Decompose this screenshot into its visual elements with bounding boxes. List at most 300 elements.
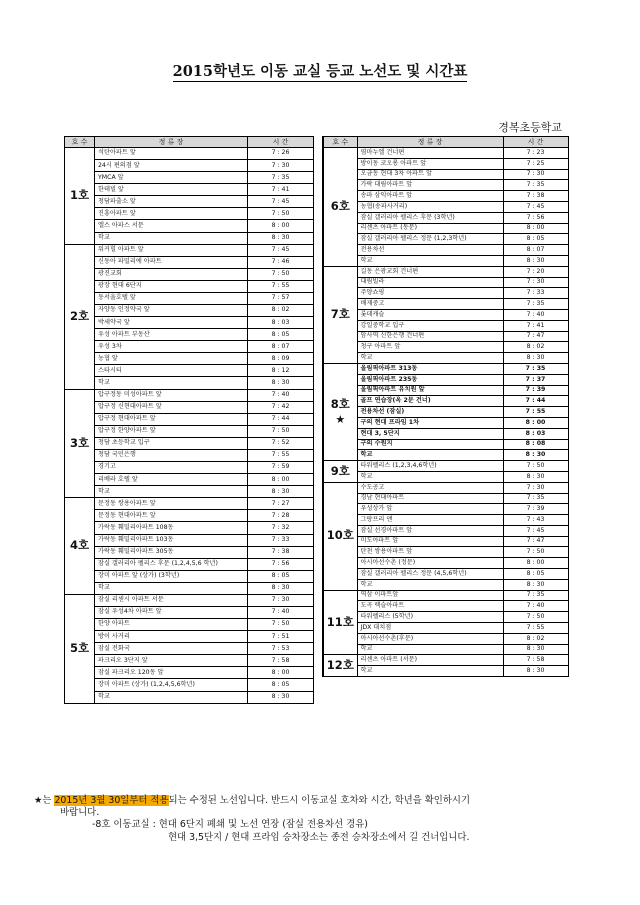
- stop-name: 학교: [95, 582, 248, 594]
- stop-time: 8 : 00: [248, 667, 314, 679]
- table-row: [65, 365, 314, 377]
- table-row: [323, 363, 568, 374]
- table-row: [65, 317, 314, 329]
- table-row: [65, 449, 314, 461]
- stop-name: 현대 3, 5단지: [357, 428, 503, 439]
- table-row: [65, 546, 314, 558]
- table-row: [65, 558, 314, 570]
- table-row: [65, 691, 314, 703]
- stop-name: 광장 현대 6단지: [95, 280, 248, 292]
- stop-time: 8 : 30: [248, 232, 314, 244]
- stop-time: 8 : 30: [503, 353, 568, 364]
- table-row: [323, 515, 568, 526]
- table-row: [65, 594, 314, 606]
- bus-number: [323, 590, 357, 655]
- stop-name: 잠실 갤러리아 펠리스 정문 (4,5,6학년): [357, 569, 503, 580]
- stop-time: 8 : 30: [503, 666, 568, 677]
- bus-number-label: 2호: [69, 308, 90, 323]
- stop-time: 7 : 51: [248, 631, 314, 643]
- stop-time: 7 : 47: [503, 331, 568, 342]
- stop-time: 8 : 30: [248, 691, 314, 703]
- stop-time: 7 : 50: [248, 619, 314, 631]
- stop-name: 송파 삼익아파트 앞: [357, 191, 503, 202]
- stop-name: 역삼 이파트앞: [357, 590, 503, 601]
- stop-name: 엘스 아파스 서문: [95, 220, 248, 232]
- stop-name: 우성 아파트 부동산: [95, 329, 248, 341]
- stop-time: 8 : 30: [503, 471, 568, 482]
- notice-line-4: 현대 3,5단지 / 현대 프라임 승차장소는 종전 승차장소에서 길 건너입니다.: [168, 831, 470, 843]
- page-title: 2015학년도 이동 교실 등교 노선도 및 시간표: [172, 63, 468, 80]
- stop-name: 장미 아파트 (상가) (1,2,4,5,6학년): [95, 679, 248, 691]
- bus-number-label: 11호: [326, 614, 354, 629]
- stop-time: 7 : 30: [248, 594, 314, 606]
- stop-time: 7 : 39: [503, 504, 568, 515]
- table-row: [323, 590, 568, 601]
- table-row: [65, 292, 314, 304]
- table-row: [323, 148, 568, 159]
- stop-name: 올림픽아파트 유치원 앞: [357, 385, 503, 396]
- star-icon: ★: [335, 413, 346, 427]
- stop-time: 7 : 58: [503, 655, 568, 666]
- stop-name: 오금동 현대 3차 아파트 앞: [357, 169, 503, 180]
- stop-name: 강일중학교 입구: [357, 320, 503, 331]
- stop-name: 대림빌라: [357, 277, 503, 288]
- bus-number-label: 6호: [330, 199, 350, 214]
- stop-time: 8 : 02: [248, 305, 314, 317]
- stop-name: YMCA 앞: [95, 172, 248, 184]
- bus-number: [65, 389, 95, 498]
- table-row: [65, 534, 314, 546]
- stop-name: 문정동 쌍용아파트 앞: [95, 498, 248, 510]
- bus-number: [323, 363, 357, 460]
- stop-time: 8 : 30: [503, 255, 568, 266]
- stop-name: 스타시티: [95, 365, 248, 377]
- table-row: [323, 158, 568, 169]
- stop-name: 가락 대림아파트 앞: [357, 180, 503, 191]
- stop-time: 8 : 03: [248, 317, 314, 329]
- stop-name: 주양쇼핑: [357, 288, 503, 299]
- notice-date-highlight: 2015년 3월 30일부터 적용: [54, 795, 169, 806]
- header-time: 시 간: [503, 137, 568, 148]
- table-row: [323, 396, 568, 407]
- table-row: [65, 510, 314, 522]
- stop-time: 8 : 00: [248, 474, 314, 486]
- stop-name: 경기고: [95, 462, 248, 474]
- notice-line-1: [34, 795, 624, 807]
- stop-time: 8 : 05: [248, 329, 314, 341]
- stop-name: 전용차선 (잠실): [357, 407, 503, 418]
- stop-name: 탄천 쌍용아파트 앞: [357, 547, 503, 558]
- stop-time: 7 : 39: [503, 385, 568, 396]
- table-row: [323, 666, 568, 677]
- table-row: [323, 655, 568, 666]
- table-row: [323, 320, 568, 331]
- bus-number: [65, 148, 95, 245]
- table-row: [65, 148, 314, 160]
- table-row: [65, 401, 314, 413]
- stop-name: 올림픽아파트 235동: [357, 374, 503, 385]
- table-row: [65, 582, 314, 594]
- table-row: [65, 377, 314, 389]
- table-row: [323, 191, 568, 202]
- stop-name: 24시 편의점 앞: [95, 160, 248, 172]
- stop-name: 청담 국민은행: [95, 449, 248, 461]
- stop-time: 8 : 05: [248, 679, 314, 691]
- stop-time: 8 : 07: [503, 245, 568, 256]
- stop-time: 7 : 45: [503, 525, 568, 536]
- stop-name: 학교: [357, 450, 503, 461]
- table-row: [323, 428, 568, 439]
- table-row: [65, 606, 314, 618]
- stop-name: 청담 초등학교 입구: [95, 437, 248, 449]
- table-row: [323, 374, 568, 385]
- table-row: [323, 201, 568, 212]
- stop-time: 7 : 52: [248, 437, 314, 449]
- stop-time: 7 : 27: [248, 498, 314, 510]
- stop-name: 농협 앞: [95, 353, 248, 365]
- table-row: [65, 474, 314, 486]
- stop-name: 방이동 코오롱 아파트 앞: [357, 158, 503, 169]
- table-row: [323, 471, 568, 482]
- stop-name: 압구정 한양아파트 앞: [95, 425, 248, 437]
- table-row: [323, 342, 568, 353]
- bus-number: [323, 482, 357, 590]
- stop-name: 구의 현대 프라임 1차: [357, 417, 503, 428]
- table-row: [65, 655, 314, 667]
- table-row: [65, 353, 314, 365]
- table-row: [323, 212, 568, 223]
- stop-time: 7 : 50: [248, 425, 314, 437]
- stop-name: 문정동 현대아파트 앞: [95, 510, 248, 522]
- stop-time: 7 : 40: [248, 389, 314, 401]
- table-row: [323, 461, 568, 472]
- table-row: [323, 601, 568, 612]
- stop-name: 길동 은광교회 건너편: [357, 266, 503, 277]
- table-row: [323, 234, 568, 245]
- table-row: [65, 172, 314, 184]
- stop-name: 자양동 인정약국 앞: [95, 305, 248, 317]
- table-header-row: [323, 137, 568, 148]
- stop-name: 전용차선: [357, 245, 503, 256]
- stop-name: 압구정 현대아파트 앞: [95, 413, 248, 425]
- stop-name: 학교: [357, 255, 503, 266]
- table-row: [65, 184, 314, 196]
- table-row: [65, 268, 314, 280]
- bus-number: [323, 655, 357, 677]
- stop-time: 8 : 02: [503, 342, 568, 353]
- table-row: [65, 437, 314, 449]
- table-row: [65, 425, 314, 437]
- table-row: [65, 244, 314, 256]
- stop-time: 7 : 35: [248, 172, 314, 184]
- table-row: [65, 667, 314, 679]
- stop-time: 7 : 30: [248, 160, 314, 172]
- table-row: [323, 644, 568, 655]
- bus-number-label: 4호: [69, 538, 90, 553]
- notice-line-2: 바랍니다.: [60, 807, 100, 819]
- table-row: [323, 266, 568, 277]
- stop-name: 학교: [357, 579, 503, 590]
- table-row: [323, 504, 568, 515]
- stop-name: 잠실 우성4차 아파트 앞: [95, 606, 248, 618]
- table-row: [323, 612, 568, 623]
- stop-time: 7 : 35: [503, 363, 568, 374]
- stop-name: 암사역 신한은행 건너편: [357, 331, 503, 342]
- stop-time: 7 : 32: [248, 522, 314, 534]
- right-schedule-table: [322, 136, 569, 677]
- stop-name: 구의 수원지: [357, 439, 503, 450]
- stop-name: 파크리오 3단지 앞: [95, 655, 248, 667]
- stop-time: 7 : 40: [248, 606, 314, 618]
- table-row: [65, 631, 314, 643]
- stop-time: 7 : 23: [503, 148, 568, 159]
- stop-time: 7 : 40: [503, 309, 568, 320]
- table-row: [323, 536, 568, 547]
- stop-name: 잠실 선경아파트 앞: [357, 525, 503, 536]
- stop-name: 가락동 훼밀리아파트 108동: [95, 522, 248, 534]
- stop-name: 학교: [357, 353, 503, 364]
- table-row: [65, 220, 314, 232]
- table-row: [65, 486, 314, 498]
- stop-name: 압구정동 미성아파트 앞: [95, 389, 248, 401]
- stop-name: 아시아선수촌(후문): [357, 633, 503, 644]
- stop-name: 리센츠 아파트 (서문): [357, 655, 503, 666]
- stop-name: 타워펠리스 (1,2,3,4,6학년): [357, 461, 503, 472]
- bus-number-label: 3호: [69, 435, 90, 450]
- stop-name: 잠실 갤러리아 펠리스 후문 (3학년): [357, 212, 503, 223]
- table-row: [65, 329, 314, 341]
- stop-time: 7 : 35: [503, 590, 568, 601]
- stop-time: 8 : 00: [503, 558, 568, 569]
- bus-number-label: 8호: [330, 396, 350, 411]
- stop-name: 방이 사거리: [95, 631, 248, 643]
- stop-name: 수도공고: [357, 482, 503, 493]
- stop-name: 농협(송파사거리): [357, 201, 503, 212]
- school-name: 경복초등학교: [498, 121, 562, 134]
- table-row: [65, 280, 314, 292]
- stop-time: 7 : 45: [248, 244, 314, 256]
- stop-name: 청구 아파트 앞: [357, 342, 503, 353]
- table-row: [323, 180, 568, 191]
- stop-name: JDX 대치점: [357, 623, 503, 634]
- stop-name: 우성상가 앞: [357, 504, 503, 515]
- table-row: [323, 525, 568, 536]
- stop-time: 8 : 05: [503, 234, 568, 245]
- table-header-row: [65, 137, 314, 148]
- table-row: [323, 558, 568, 569]
- stop-time: 7 : 55: [248, 280, 314, 292]
- stop-time: 7 : 26: [248, 148, 314, 160]
- table-row: [323, 353, 568, 364]
- stop-name: 학교: [357, 666, 503, 677]
- table-row: [65, 256, 314, 268]
- table-row: [323, 169, 568, 180]
- stop-time: 7 : 59: [248, 462, 314, 474]
- stop-time: 8 : 00: [503, 223, 568, 234]
- stop-name: 신동아 파밀리에 아파트: [95, 256, 248, 268]
- stop-time: 8 : 05: [503, 569, 568, 580]
- stop-time: 7 : 45: [248, 196, 314, 208]
- stop-time: 8 : 30: [503, 579, 568, 590]
- stop-time: 8 : 08: [503, 439, 568, 450]
- stop-time: 8 : 30: [503, 644, 568, 655]
- table-row: [65, 305, 314, 317]
- table-row: [323, 245, 568, 256]
- table-row: [323, 569, 568, 580]
- stop-time: 7 : 58: [248, 655, 314, 667]
- bus-number-label: 1호: [69, 188, 90, 203]
- stop-time: 8 : 02: [503, 633, 568, 644]
- stop-name: 잠실 갤러리아 펠리스 정문 (1,2,3학년): [357, 234, 503, 245]
- stop-time: 7 : 37: [503, 374, 568, 385]
- table-row: [323, 255, 568, 266]
- stop-time: 7 : 33: [503, 288, 568, 299]
- stop-time: 7 : 55: [248, 449, 314, 461]
- stop-name: 워커힐 아파트 앞: [95, 244, 248, 256]
- stop-name: 리센츠 아파트 (동문): [357, 223, 503, 234]
- stop-name: 박세약국 앞: [95, 317, 248, 329]
- table-row: [323, 309, 568, 320]
- stop-name: 가락동 훼밀리아파트 103동: [95, 534, 248, 546]
- notice-line-3: -8호 이동교실 : 현대 6단지 폐쇄 및 노선 연장 (잠실 전용차선 경유): [92, 819, 368, 831]
- table-row: [65, 196, 314, 208]
- header-stop: 정 류 장: [357, 137, 503, 148]
- stop-time: 7 : 50: [248, 268, 314, 280]
- stop-name: 아시아선수촌 (정문): [357, 558, 503, 569]
- stop-time: 7 : 42: [248, 401, 314, 413]
- table-row: [323, 299, 568, 310]
- stop-time: 7 : 25: [503, 158, 568, 169]
- stop-name: 학교: [357, 471, 503, 482]
- stop-name: 올림픽아파트 313동: [357, 363, 503, 374]
- stop-name: 잠실 리센시 아파트 서문: [95, 594, 248, 606]
- stop-name: 학교: [95, 377, 248, 389]
- table-row: [65, 462, 314, 474]
- stop-time: 7 : 44: [248, 413, 314, 425]
- bus-number: [65, 244, 95, 389]
- stop-time: 8 : 05: [248, 570, 314, 582]
- header-stop: 정 류 장: [95, 137, 248, 148]
- table-row: [65, 522, 314, 534]
- table-row: [323, 450, 568, 461]
- stop-time: 8 : 30: [248, 486, 314, 498]
- stop-time: 7 : 43: [503, 515, 568, 526]
- stop-time: 8 : 12: [248, 365, 314, 377]
- table-row: [323, 579, 568, 590]
- stop-time: 7 : 41: [503, 320, 568, 331]
- stop-time: 7 : 38: [248, 546, 314, 558]
- stop-time: 7 : 56: [503, 212, 568, 223]
- header-ho: 호 수: [65, 137, 95, 148]
- bus-number: [65, 594, 95, 703]
- stop-time: 7 : 35: [503, 180, 568, 191]
- bus-number: [323, 266, 357, 363]
- stop-time: 8 : 07: [248, 341, 314, 353]
- stop-time: 7 : 30: [503, 169, 568, 180]
- stop-time: 8 : 30: [248, 377, 314, 389]
- notice-block: [34, 795, 624, 844]
- table-row: [65, 570, 314, 582]
- header-time: 시 간: [248, 137, 314, 148]
- stop-name: 진흥아파트 앞: [95, 208, 248, 220]
- stop-name: 염마누엘 건너편: [357, 148, 503, 159]
- table-row: [65, 679, 314, 691]
- stop-time: 7 : 53: [248, 643, 314, 655]
- notice-line-1-text: 되는 수정된 노선입니다. 반드시 이동교실 호차와 시간, 학년을 확인하시기: [168, 795, 471, 806]
- table-row: [323, 331, 568, 342]
- stop-time: 7 : 56: [248, 558, 314, 570]
- stop-time: 8 : 30: [503, 450, 568, 461]
- stop-time: 7 : 28: [248, 510, 314, 522]
- bus-number-label: 12호: [326, 658, 354, 672]
- bus-number: [323, 461, 357, 483]
- table-row: [65, 389, 314, 401]
- table-row: [65, 413, 314, 425]
- stop-time: 7 : 50: [503, 612, 568, 623]
- stop-name: 잠실 전화국: [95, 643, 248, 655]
- stop-time: 7 : 47: [503, 536, 568, 547]
- table-row: [65, 619, 314, 631]
- stop-time: 7 : 41: [248, 184, 314, 196]
- stop-time: 7 : 30: [503, 277, 568, 288]
- stop-time: 8 : 00: [503, 417, 568, 428]
- stop-time: 7 : 55: [503, 407, 568, 418]
- stop-name: 타워펠리스 (5학년): [357, 612, 503, 623]
- stop-time: 7 : 57: [248, 292, 314, 304]
- stop-name: 배재중고: [357, 299, 503, 310]
- table-row: [323, 482, 568, 493]
- stop-name: 골프 연습장(옥 2문 건너): [357, 396, 503, 407]
- stop-time: 7 : 45: [503, 201, 568, 212]
- table-row: [323, 288, 568, 299]
- stop-name: 압구정 신현대아파트 앞: [95, 401, 248, 413]
- table-row: [65, 232, 314, 244]
- stop-name: 청담파출소 앞: [95, 196, 248, 208]
- table-row: [65, 160, 314, 172]
- table-row: [65, 498, 314, 510]
- bus-number-label: 7호: [330, 307, 350, 322]
- stop-name: 광진교회: [95, 268, 248, 280]
- table-row: [65, 341, 314, 353]
- stop-name: 학교: [357, 644, 503, 655]
- stop-time: 7 : 44: [503, 396, 568, 407]
- table-row: [323, 407, 568, 418]
- stop-time: 7 : 46: [248, 256, 314, 268]
- bus-number-label: 5호: [69, 640, 90, 655]
- stop-name: 우성 3차: [95, 341, 248, 353]
- stop-name: 장미 아파트 앞 (상가) (3학년): [95, 570, 248, 582]
- bus-number-label: 9호: [330, 463, 350, 478]
- table-row: [323, 277, 568, 288]
- stop-time: 8 : 00: [248, 220, 314, 232]
- table-row: [323, 633, 568, 644]
- stop-name: 동서울호텔 앞: [95, 292, 248, 304]
- stop-name: 도곡 렉슬아파트: [357, 601, 503, 612]
- stop-name: 그랑프리 앤: [357, 515, 503, 526]
- table-row: [323, 493, 568, 504]
- stop-name: 롯데캐슬: [357, 309, 503, 320]
- table-row: [323, 385, 568, 396]
- left-schedule-table: [64, 136, 314, 704]
- stop-time: 7 : 30: [503, 482, 568, 493]
- stop-time: 7 : 35: [503, 299, 568, 310]
- stop-time: 7 : 50: [503, 547, 568, 558]
- bus-number-label: 10호: [326, 528, 354, 543]
- stop-time: 7 : 55: [503, 623, 568, 634]
- stop-time: 8 : 30: [248, 582, 314, 594]
- table-row: [323, 417, 568, 428]
- stop-name: 석탄아파트 앞: [95, 148, 248, 160]
